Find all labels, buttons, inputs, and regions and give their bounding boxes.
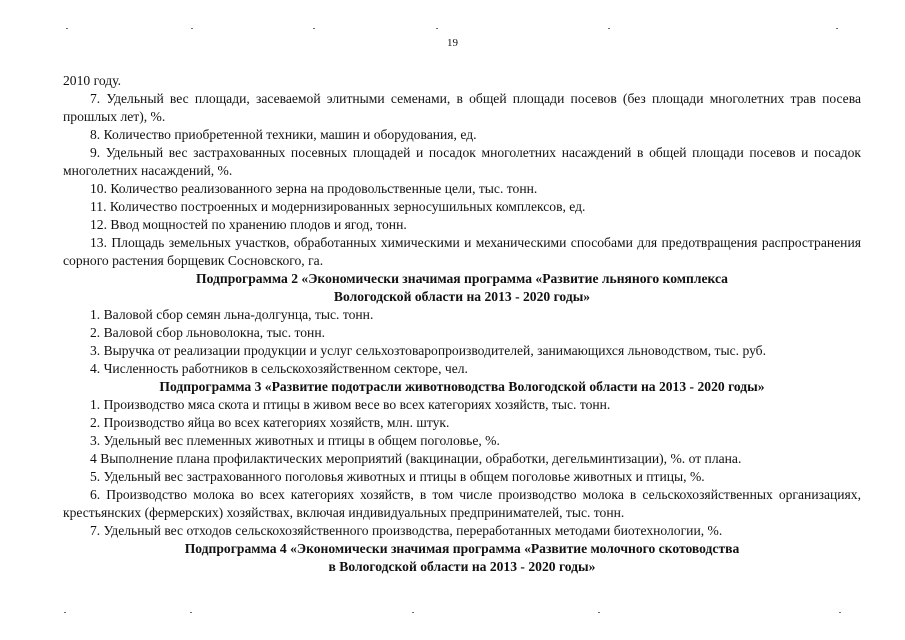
paragraph: 10. Количество реализованного зерна на продовольственные цели, тыс. тонн. (90, 181, 538, 196)
scan-speck (190, 612, 192, 613)
page-number: 19 (447, 37, 458, 49)
paragraph: 1. Производство мяса скота и птицы в живом весе во всех категориях хозяйств, тыс. тонн. (90, 397, 611, 412)
scan-speck (608, 28, 610, 29)
paragraph: 1. Валовой сбор семян льна-долгунца, тыс. тонн. (90, 307, 374, 322)
scan-speck (191, 28, 193, 29)
paragraph: 3. Выручка от реализации продукции и услуг сельхозтоваропроизводителей, занимающихся льноводством, тыс. руб. (90, 343, 767, 358)
paragraph: 13. Площадь земельных участков, обработанных химическими и механическими способами для предотвращения распространения сорного растения борщевик Сосновского, га. (63, 235, 861, 268)
scan-speck (598, 612, 600, 613)
scan-speck (412, 612, 414, 613)
paragraph: 3. Удельный вес племенных животных и птицы в общем поголовье, %. (90, 433, 500, 448)
section-heading: Подпрограмма 2 «Экономически значимая программа «Развитие льняного комплекса (196, 271, 728, 286)
document-body (63, 72, 861, 576)
paragraph: 4. Численность работников в сельскохозяйственном секторе, чел. (90, 361, 468, 376)
scan-speck (313, 28, 315, 29)
section-heading: Подпрограмма 3 «Развитие подотрасли животноводства Вологодской области на 2013 - 2020 годы» (159, 379, 765, 394)
scan-speck (839, 612, 841, 613)
paragraph: 2. Валовой сбор льноволокна, тыс. тонн. (90, 325, 325, 340)
section-heading: Вологодской области на 2013 - 2020 годы» (333, 289, 591, 304)
scan-speck (64, 612, 66, 613)
paragraph: 5. Удельный вес застрахованного поголовья животных и птицы в общем поголовье животных и птицы, %. (90, 469, 705, 484)
paragraph: 7. Удельный вес площади, засеваемой элитными семенами, в общей площади посевов (без площади многолетних трав посева прошлых лет), %. (63, 91, 861, 124)
paragraph: 9. Удельный вес застрахованных посевных площадей и посадок многолетних насаждений в общей площади посевов и посадок многолетних насаждений, %. (63, 145, 861, 178)
paragraph: 4 Выполнение плана профилактических мероприятий (вакцинации, обработки, дегельминтизации), %. от плана. (90, 451, 742, 466)
paragraph: 8. Количество приобретенной техники, машин и оборудования, ед. (90, 127, 477, 142)
paragraph: 12. Ввод мощностей по хранению плодов и ягод, тонн. (90, 217, 407, 232)
paragraph: 11. Количество построенных и модернизированных зерносушильных комплексов, ед. (90, 199, 586, 214)
paragraph: 6. Производство молока во всех категориях хозяйств, в том числе производство молока в сельскохозяйственных организациях, крестьянских (фермерских) хозяйствах, включая индивидуальных предпринимателей, тыс. тонн. (63, 487, 861, 520)
paragraph: 2010 году. (63, 73, 121, 88)
scan-speck (436, 28, 438, 29)
paragraph: 7. Удельный вес отходов сельскохозяйственного производства, переработанных методами биотехнологии, %. (90, 523, 723, 538)
section-heading: Подпрограмма 4 «Экономически значимая программа «Развитие молочного скотоводства (184, 541, 740, 556)
section-heading: в Вологодской области на 2013 - 2020 годы» (328, 559, 596, 574)
paragraph: 2. Производство яйца во всех категориях хозяйств, млн. штук. (90, 415, 450, 430)
scan-speck (66, 28, 68, 29)
scan-speck (836, 28, 838, 29)
